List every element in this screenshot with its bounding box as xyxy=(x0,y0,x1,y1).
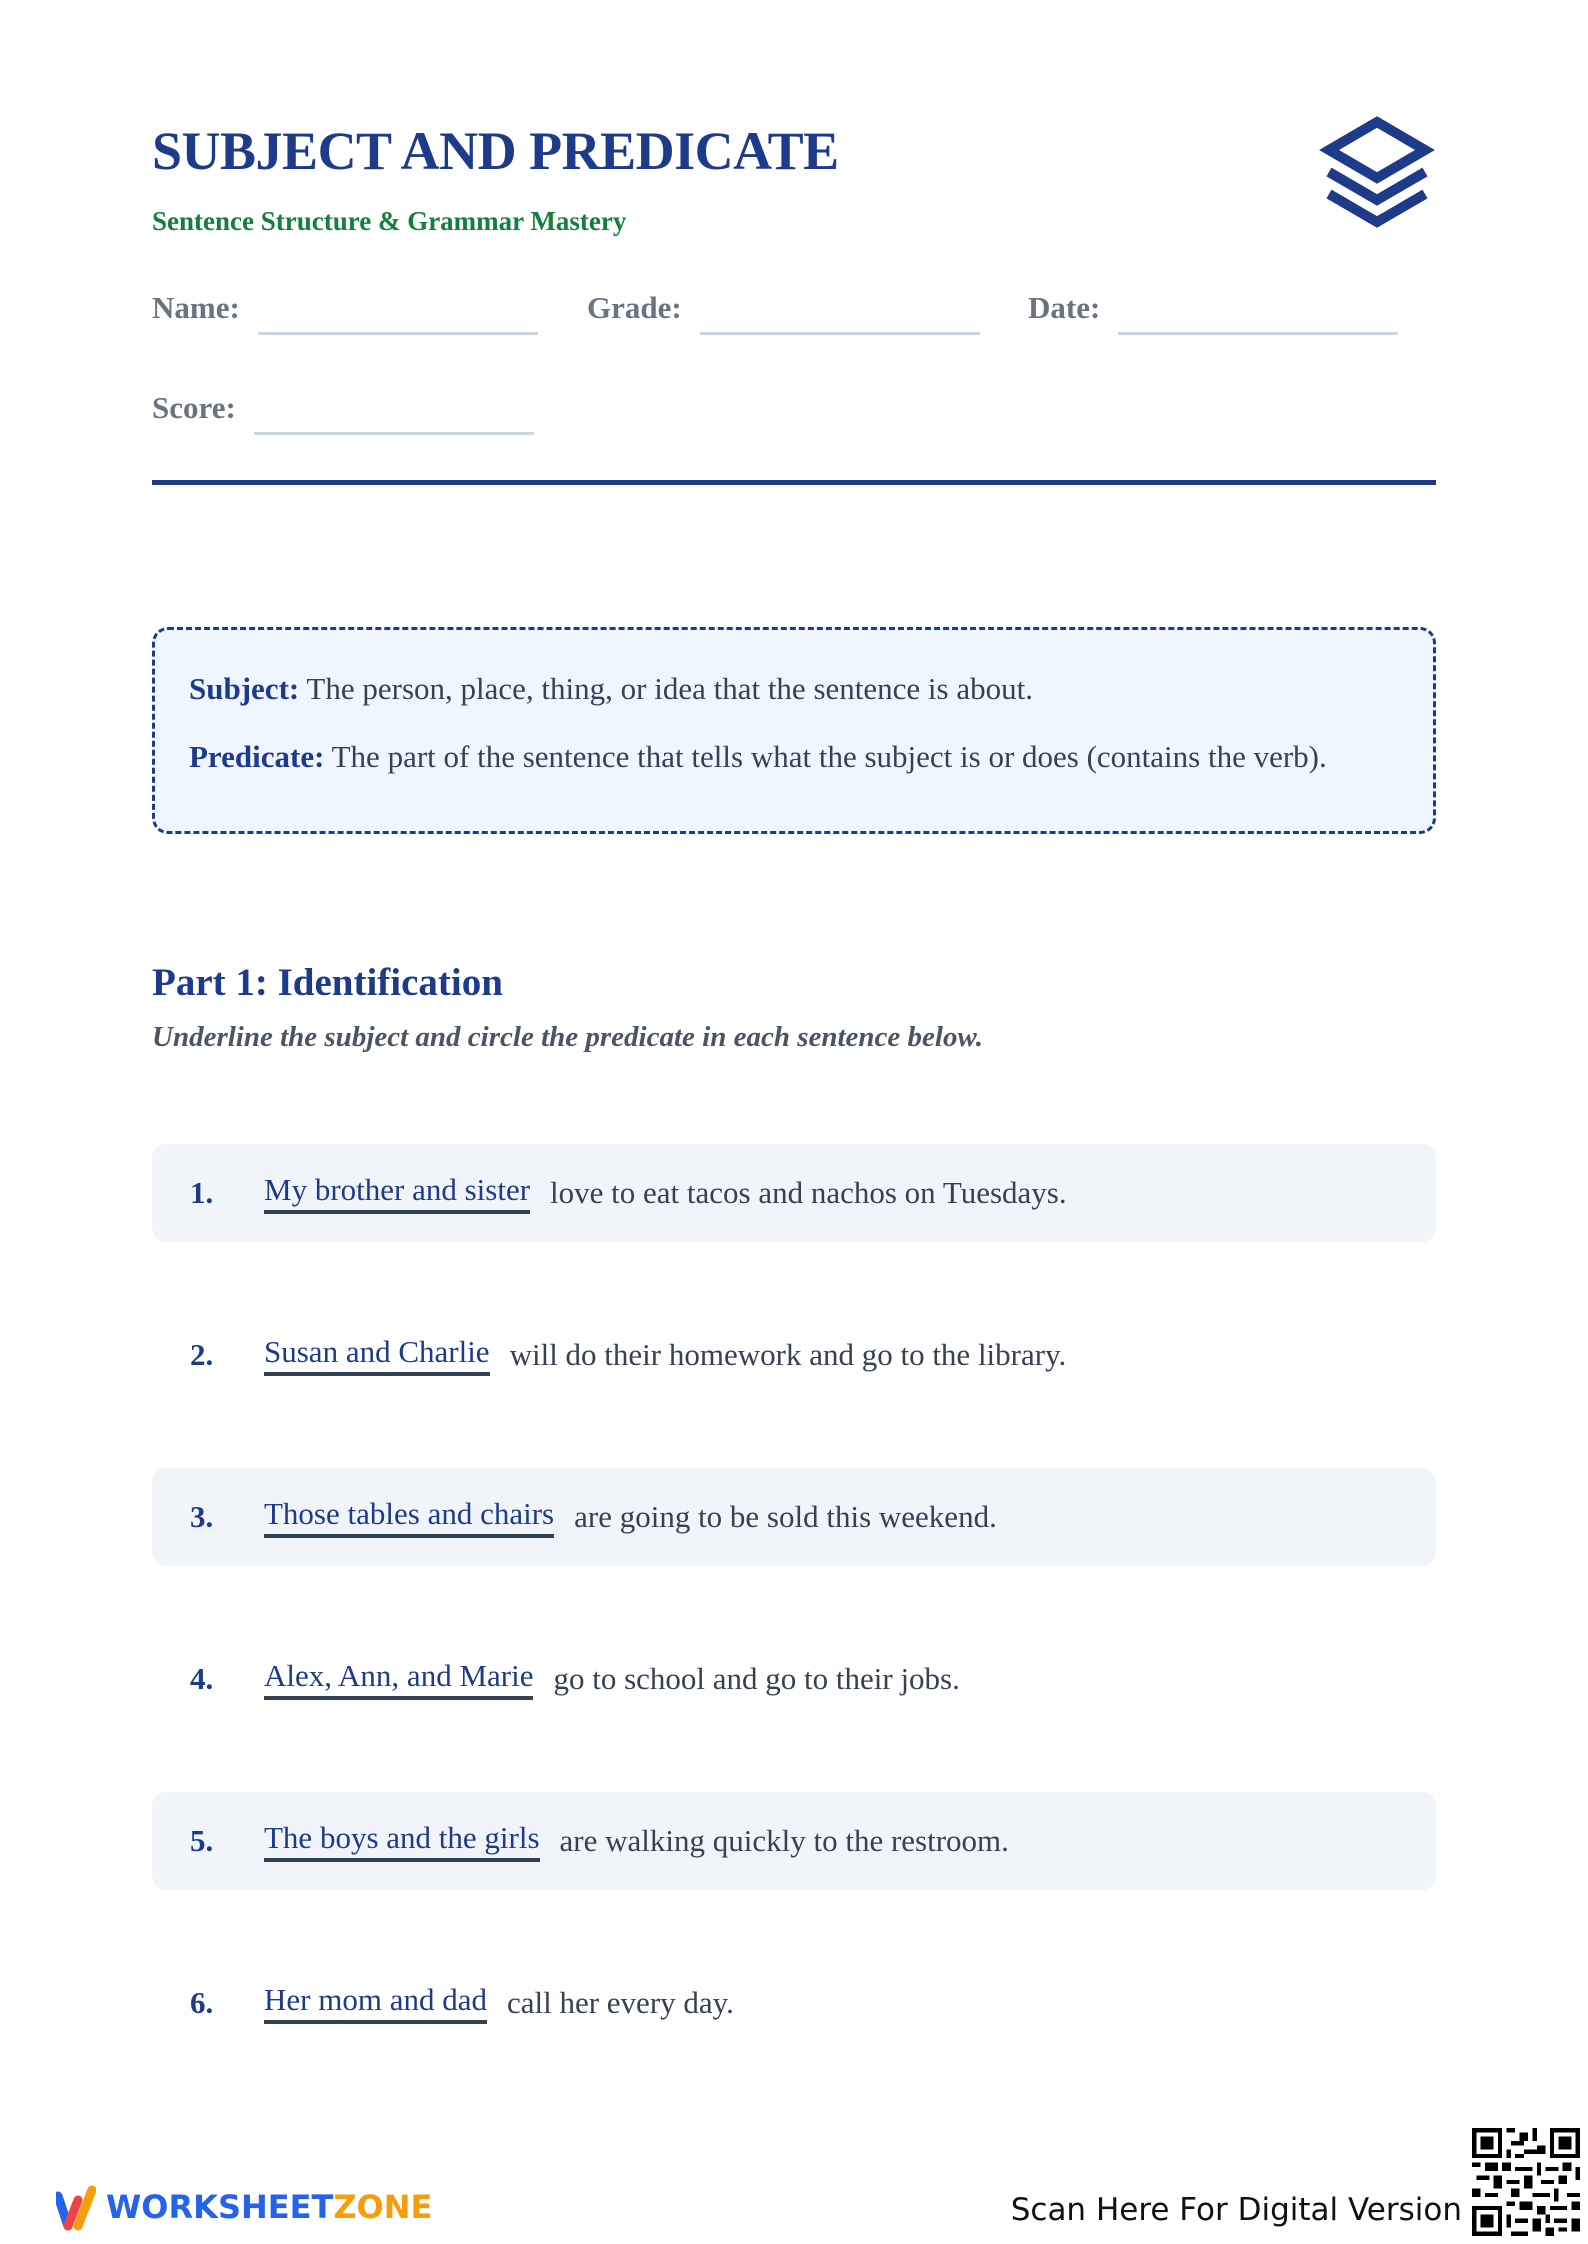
question-predicate: call her every day. xyxy=(506,1985,734,2020)
scan-text: Scan Here For Digital Version xyxy=(1010,2192,1462,2228)
question-subject: Alex, Ann, and Marie xyxy=(264,1658,533,1700)
header-divider xyxy=(152,480,1436,485)
question-number: 6. xyxy=(190,1985,214,2020)
grade-line[interactable] xyxy=(700,332,980,335)
question-item xyxy=(152,1954,1436,2052)
question-subject: My brother and sister xyxy=(264,1172,530,1214)
question-subject: The boys and the girls xyxy=(264,1820,540,1862)
section-title: Part 1: Identification xyxy=(152,961,503,1004)
question-number: 5. xyxy=(190,1823,214,1858)
question-predicate: love to eat tacos and nachos on Tuesdays. xyxy=(550,1175,1067,1210)
section-instruction: Underline the subject and circle the predicate in each sentence below. xyxy=(152,1021,983,1053)
page-title: SUBJECT AND PREDICATE xyxy=(152,121,839,181)
brand-name-part1: WORKSHEET xyxy=(106,2188,334,2226)
question-number: 4. xyxy=(190,1661,214,1696)
date-field xyxy=(1028,292,1398,323)
question-item xyxy=(152,1630,1436,1728)
question-item xyxy=(152,1792,1436,1890)
question-item xyxy=(152,1468,1436,1566)
definition-text: The person, place, thing, or idea that the sentence is about. xyxy=(306,671,1033,706)
name-line[interactable] xyxy=(258,332,538,335)
question-predicate: will do their homework and go to the library. xyxy=(509,1337,1067,1372)
score-line[interactable] xyxy=(254,432,534,435)
name-field xyxy=(152,292,538,323)
question-number: 2. xyxy=(190,1337,214,1372)
definition-text: The part of the sentence that tells what the subject is or does (contains the verb). xyxy=(331,739,1327,775)
date-label: Date: xyxy=(1028,290,1101,325)
page-subtitle: Sentence Structure & Grammar Mastery xyxy=(152,206,627,236)
definition-term: Predicate: xyxy=(189,739,325,775)
question-item xyxy=(152,1306,1436,1404)
score-field xyxy=(152,392,534,423)
question-subject: Susan and Charlie xyxy=(264,1334,490,1376)
layers-icon xyxy=(1315,110,1439,234)
predicate-definition xyxy=(189,738,1433,775)
definition-box xyxy=(152,627,1436,834)
question-number: 3. xyxy=(190,1499,214,1534)
brand-name[interactable] xyxy=(106,2187,432,2227)
grade-label: Grade: xyxy=(587,290,682,325)
question-subject: Those tables and chairs xyxy=(264,1496,554,1538)
question-list xyxy=(152,1144,1436,2116)
worksheetzone-logo-icon xyxy=(56,2180,96,2236)
brand-name-part2: ZONE xyxy=(333,2188,433,2226)
question-predicate: are walking quickly to the restroom. xyxy=(559,1823,1009,1858)
question-predicate: go to school and go to their jobs. xyxy=(553,1661,960,1696)
definition-term: Subject: xyxy=(189,671,300,706)
question-item xyxy=(152,1144,1436,1242)
question-subject: Her mom and dad xyxy=(264,1982,487,2024)
qr-code-icon[interactable] xyxy=(1472,2128,1580,2236)
question-predicate: are going to be sold this weekend. xyxy=(574,1499,997,1534)
score-label: Score: xyxy=(152,390,236,425)
subject-definition xyxy=(189,670,1433,707)
question-number: 1. xyxy=(190,1175,214,1210)
name-label: Name: xyxy=(152,290,240,325)
date-line[interactable] xyxy=(1118,332,1398,335)
grade-field xyxy=(587,292,980,323)
